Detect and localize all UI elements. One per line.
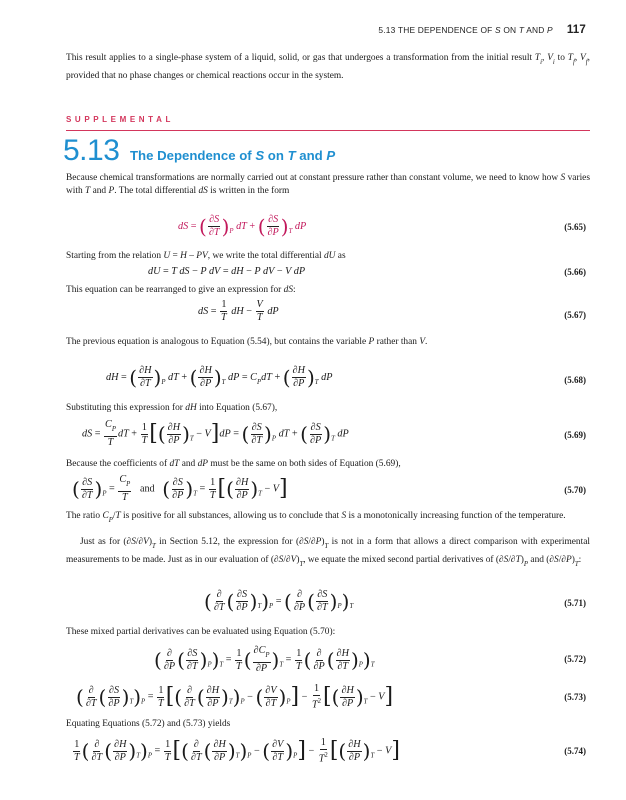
equation-number: (5.72) [564,654,586,664]
and-word: and [139,483,155,495]
equation-number: (5.65) [564,222,586,232]
page-number: 117 [566,24,586,36]
equation-number: (5.66) [564,267,586,277]
paragraph-1: Because chemical transformations are normally carried out at constant pressure rather than constant volume, we need to know how S varies with T and P. The total differential dS is written in the form [66,173,590,196]
section-title: The Dependence of S on T and P [130,148,336,163]
equation-number: (5.70) [564,485,586,495]
equation-number: (5.69) [564,430,586,440]
paragraph-6: Because the coefficients of dT and dP must be the same on both sides of Equation (5.69), [66,459,401,469]
section-number: 5.13 [63,134,120,167]
intro-paragraph: This result applies to a single-phase system of a liquid, solid, or gas that undergoes a transformation from the initial result $T_i$, $V_i$ to $T_f$, $V_f$, provided that no phase changes or chemical reactions occur in the system. [66,53,590,81]
equation-number: (5.68) [564,375,586,385]
equation-5-73: ( $\frac{\partial}{\partial T}$ ( $\frac{\partial S}{\partial P}$ )$_T)_P$ = $\frac{1}{T}$ [( $\frac{\partial}{\partial T}$ ( $\frac{\partial H}{\partial P}$ )$_T)_P$ − ( $\frac{\partial V}{\partial T}$ )$_P$] − $\frac{1}{T^2}$ [( $\frac{\partial H}{\partial P}$ )$_T - V$] (5.73) [76,683,586,711]
paragraph-7: The ratio $C_P/T$ is positive for all substances, allowing us to conclude that S is a monotonically increasing function of the temperature. [66,511,566,524]
paragraph-9: These mixed partial derivatives can be evaluated using Equation (5.70): [66,627,336,637]
equation-5-70: ( $\frac{\partial S}{\partial T}$ )$_P$ = $\frac{C_P}{T}$ and ( $\frac{\partial S}{\partial P}$ )$_T$ = $\frac{1}{T}$ [( $\frac{\partial H}{\partial P}$ )$_T - V$] (5.70) [72,474,586,503]
supplemental-label: SUPPLEMENTAL [66,115,174,124]
equation-5-72: ( $\frac{\partial}{\partial P}$ ( $\frac{\partial S}{\partial T}$ )$_P)_T$ = $\frac{1}{T}$ ( $\frac{\partial C_P}{\partial P}$ )$_T$ = $\frac{1}{T}$ ( $\frac{\partial}{\partial P}$ ( $\frac{\partial H}{\partial T}$ )$_P)_T$ (5.72) [154,645,586,674]
equation-number: (5.67) [564,310,586,320]
equation-5-65: dS = ( $\frac{\partial S}{\partial T}$ )$_P$ dT + ( $\frac{\partial S}{\partial P}$ )$_T$ dP (5.65) [178,214,586,239]
paragraph-3: This equation can be rearranged to give an expression for dS: [66,285,296,295]
equation-5-69: dS = $\frac{C_P}{T}$ dT + $\frac{1}{T}$ [( $\frac{\partial H}{\partial P}$ )$_T - V]dP$ = ( $\frac{\partial S}{\partial T}$ )$_P$ dT + ( $\frac{\partial S}{\partial P}$ )$_T$ dP (5.69) [82,419,586,448]
equation-5-74: $\frac{1}{T}$ ( $\frac{\partial}{\partial T}$ ( $\frac{\partial H}{\partial P}$ )$_T)_P$ = $\frac{1}{T}$ [( $\frac{\partial}{\partial T}$ ( $\frac{\partial H}{\partial P}$ )$_T)_P$ − ( $\frac{\partial V}{\partial T}$ )$_P$] − $\frac{1}{T^2}$ [( $\frac{\partial H}{\partial P}$ )$_T - V$] (5.74) [74,737,586,765]
paragraph-5: Substituting this expression for dH into Equation (5.67), [66,403,278,413]
running-head-title: 5.13 THE DEPENDENCE OF S ON T AND P [378,25,553,35]
equation-number: (5.74) [564,746,586,756]
running-head [378,24,586,36]
paragraph-4: The previous equation is analogous to Equation (5.54), but contains the variable P rather than V. [66,337,428,347]
supplemental-rule [66,130,590,131]
paragraph-2: Starting from the relation U = H – PV, we write the total differential dU as [66,251,346,261]
equation-5-67: dS = $\frac{1}{T}$ dH − $\frac{V}{T}$ dP (5.67) [198,299,586,323]
equation-5-66: dU = T dS − P dV = dH − P dV − V dP (5.66) [148,266,586,277]
paragraph-8: Just as for $(\partial S/\partial V)_T$ in Section 5.12, the expression for $(\partial S/\partial P)_T$ is not in a form that allows a direct comparison with experimental measurements to be made. Just as in our evaluation of $(\partial S/\partial V)_T$, we equate the mixed second partial derivatives of $(\partial S/\partial T)_P$ and $(\partial S/\partial P)_T$: [66,537,590,568]
equation-5-68: dH = ( $\frac{\partial H}{\partial T}$ )$_P$ dT + ( $\frac{\partial H}{\partial P}$ )$_T$ dP = $C_PdT$ + ( $\frac{\partial H}{\partial P}$ )$_T$ dP (5.68) [106,365,586,390]
equation-5-71: ( $\frac{\partial}{\partial T}$ ( $\frac{\partial S}{\partial P}$ )$_T)_P$ = ( $\frac{\partial}{\partial P}$ ( $\frac{\partial S}{\partial T}$ )$_P)_T$ (5.71) [204,589,586,614]
equation-number: (5.73) [564,692,586,702]
paragraph-10: Equating Equations (5.72) and (5.73) yields [66,719,231,729]
equation-number: (5.71) [564,598,586,608]
